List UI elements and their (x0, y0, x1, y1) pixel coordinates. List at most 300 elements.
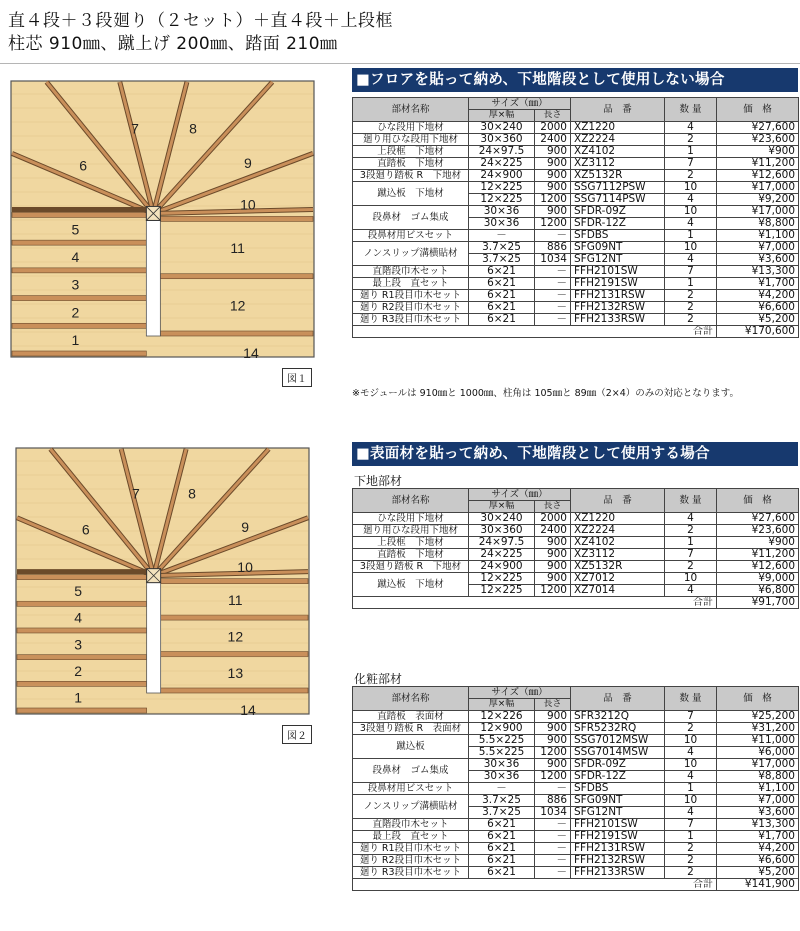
step-number: 2 (71, 304, 80, 321)
fig2-drawing (15, 447, 310, 715)
col-header-thick: 厚×幅 (469, 501, 535, 513)
part-qty: 1 (665, 146, 717, 158)
part-qty: 7 (665, 711, 717, 723)
table-row (353, 182, 799, 194)
figure-1-label: 図１ (282, 368, 312, 387)
tread-nosing (12, 351, 146, 356)
step-number: 8 (189, 120, 197, 137)
step-number: 1 (74, 689, 83, 706)
part-price: ¥13,300 (717, 819, 799, 831)
step-number: 4 (74, 609, 83, 626)
table-row (353, 158, 799, 170)
table-row (353, 278, 799, 290)
part-size: 6×21 (469, 819, 535, 831)
part-size: 24×900 (469, 170, 535, 182)
finish-parts-label: 化粧部材 (354, 672, 403, 686)
part-qty: 4 (665, 585, 717, 597)
part-price: ¥3,600 (717, 254, 799, 266)
tread-nosing (12, 268, 146, 273)
table-row (353, 230, 799, 242)
tread-nosing (161, 615, 308, 620)
table-row (353, 314, 799, 326)
part-code: FFH2132RSW (571, 302, 665, 314)
section-2-banner: ■表面材を貼って納め、下地階段として使用する場合 (352, 442, 798, 466)
part-name: 廻り R1段目巾木セット (353, 843, 469, 855)
part-length: － (535, 278, 571, 290)
part-code: SFDBS (571, 783, 665, 795)
part-name: ひな段用下地材 (353, 122, 469, 134)
step-number: 14 (240, 702, 256, 715)
part-price: ¥6,800 (717, 585, 799, 597)
part-length: 900 (535, 735, 571, 747)
table-row (353, 735, 799, 747)
part-qty: 4 (665, 254, 717, 266)
part-size: 12×225 (469, 585, 535, 597)
part-name: 3段廻り踏板 R 下地材 (353, 561, 469, 573)
col-header-length: 長さ (535, 501, 571, 513)
part-length: 900 (535, 759, 571, 771)
part-size: － (469, 783, 535, 795)
col-header-price: 価 格 (717, 98, 799, 122)
table-row (353, 783, 799, 795)
part-price: ¥9,000 (717, 573, 799, 585)
part-size: 12×225 (469, 182, 535, 194)
part-length: 2400 (535, 134, 571, 146)
part-price: ¥25,200 (717, 711, 799, 723)
part-code: XZ2224 (571, 134, 665, 146)
part-code: FFH2191SW (571, 278, 665, 290)
part-code: FFH2131RSW (571, 843, 665, 855)
part-price: ¥11,200 (717, 158, 799, 170)
part-name: 直踏板 表面材 (353, 711, 469, 723)
part-name: 蹴込板 下地材 (353, 573, 469, 597)
part-qty: 2 (665, 170, 717, 182)
part-price: ¥27,600 (717, 122, 799, 134)
step-number: 12 (227, 628, 244, 645)
col-header-size: サイズ（㎜） (469, 687, 571, 699)
part-size: 30×36 (469, 206, 535, 218)
part-length: － (535, 266, 571, 278)
base-parts-table (352, 488, 799, 609)
part-code: SFDR-09Z (571, 759, 665, 771)
table-row (353, 122, 799, 134)
part-code: XZ7012 (571, 573, 665, 585)
part-size: 6×21 (469, 266, 535, 278)
part-code: SFG09NT (571, 795, 665, 807)
total-value: ¥91,700 (717, 597, 799, 609)
tread-nosing (12, 323, 146, 328)
col-header-price: 価 格 (717, 687, 799, 711)
part-qty: 2 (665, 867, 717, 879)
part-length: － (535, 819, 571, 831)
table-row (353, 561, 799, 573)
table-row (353, 242, 799, 254)
col-header-size: サイズ（㎜） (469, 489, 571, 501)
step-number: 4 (71, 249, 80, 266)
col-header-size: サイズ（㎜） (469, 98, 571, 110)
part-size: 3.7×25 (469, 254, 535, 266)
part-price: ¥7,000 (717, 795, 799, 807)
step-number: 5 (74, 582, 83, 599)
tread-nosing (161, 688, 308, 693)
part-code: SFG09NT (571, 242, 665, 254)
part-size: 6×21 (469, 831, 535, 843)
part-size: 12×900 (469, 723, 535, 735)
part-size: 24×225 (469, 549, 535, 561)
col-header-name: 部材名称 (353, 489, 469, 513)
table-row (353, 549, 799, 561)
part-length: － (535, 783, 571, 795)
step-number: 3 (74, 636, 83, 653)
col-header-name: 部材名称 (353, 687, 469, 711)
part-code: FFH2101SW (571, 266, 665, 278)
section-1-banner: ■フロアを貼って納め、下地階段として使用しない場合 (352, 68, 798, 92)
part-length: 900 (535, 573, 571, 585)
part-size: 30×360 (469, 134, 535, 146)
part-size: － (469, 230, 535, 242)
tread-nosing (161, 579, 308, 584)
total-value: ¥141,900 (717, 879, 799, 891)
part-qty: 7 (665, 819, 717, 831)
part-name: 直階段巾木セット (353, 819, 469, 831)
part-code: FFH2131RSW (571, 290, 665, 302)
part-price: ¥12,600 (717, 170, 799, 182)
part-size: 12×226 (469, 711, 535, 723)
part-name: 3段廻り踏板 R 表面材 (353, 723, 469, 735)
table-row (353, 537, 799, 549)
part-length: 2000 (535, 513, 571, 525)
part-code: SFR5232RQ (571, 723, 665, 735)
part-code: FFH2132RSW (571, 855, 665, 867)
part-qty: 4 (665, 771, 717, 783)
part-code: SFDR-12Z (571, 218, 665, 230)
part-qty: 4 (665, 807, 717, 819)
part-size: 6×21 (469, 843, 535, 855)
part-code: XZ7014 (571, 585, 665, 597)
part-name: 廻り R2段目巾木セット (353, 855, 469, 867)
part-price: ¥900 (717, 146, 799, 158)
part-price: ¥5,200 (717, 314, 799, 326)
table-row (353, 573, 799, 585)
part-name: 蹴込板 (353, 735, 469, 759)
part-code: SFG12NT (571, 807, 665, 819)
tread-nosing (17, 575, 147, 580)
step-number: 11 (228, 591, 243, 608)
tread-nosing (12, 296, 146, 301)
table-row (353, 302, 799, 314)
part-price: ¥11,000 (717, 735, 799, 747)
tread-nosing (17, 628, 147, 633)
step-number: 11 (230, 240, 245, 257)
part-length: － (535, 290, 571, 302)
table-row (353, 759, 799, 771)
part-price: ¥17,000 (717, 759, 799, 771)
total-value: ¥170,600 (717, 326, 799, 338)
part-length: 1200 (535, 585, 571, 597)
step-number: 2 (74, 662, 83, 679)
part-qty: 2 (665, 314, 717, 326)
col-header-code: 品 番 (571, 98, 665, 122)
part-code: XZ2224 (571, 525, 665, 537)
part-price: ¥27,600 (717, 513, 799, 525)
part-name: 上段框 下地材 (353, 537, 469, 549)
part-price: ¥8,800 (717, 771, 799, 783)
part-qty: 1 (665, 537, 717, 549)
step-number: 12 (229, 297, 246, 314)
part-qty: 2 (665, 134, 717, 146)
part-length: － (535, 855, 571, 867)
part-code: SFDR-09Z (571, 206, 665, 218)
part-qty: 4 (665, 122, 717, 134)
part-qty: 2 (665, 290, 717, 302)
col-header-length: 長さ (535, 110, 571, 122)
col-header-thick: 厚×幅 (469, 110, 535, 122)
part-qty: 4 (665, 747, 717, 759)
part-qty: 4 (665, 218, 717, 230)
part-length: － (535, 302, 571, 314)
part-length: 2400 (535, 525, 571, 537)
part-length: 900 (535, 206, 571, 218)
part-size: 24×97.5 (469, 537, 535, 549)
part-length: 1200 (535, 218, 571, 230)
part-price: ¥6,000 (717, 747, 799, 759)
part-length: － (535, 314, 571, 326)
part-name: 廻り用ひな段用下地材 (353, 134, 469, 146)
tread-nosing (161, 652, 308, 657)
table-row (353, 525, 799, 537)
part-length: 900 (535, 711, 571, 723)
part-price: ¥900 (717, 537, 799, 549)
part-name: 廻り R2段目巾木セット (353, 302, 469, 314)
tread-nosing (17, 601, 147, 606)
tread-nosing (17, 681, 147, 686)
step-number: 9 (241, 518, 249, 535)
part-length: － (535, 867, 571, 879)
table-row (353, 723, 799, 735)
part-size: 6×21 (469, 314, 535, 326)
step-number: 8 (188, 485, 196, 502)
step-number: 10 (240, 196, 256, 213)
col-header-qty: 数 量 (665, 98, 717, 122)
finish-parts-table (352, 686, 799, 891)
part-qty: 2 (665, 302, 717, 314)
tread-nosing (12, 240, 146, 245)
part-price: ¥9,200 (717, 194, 799, 206)
stair-figure-2 (15, 447, 310, 715)
part-length: － (535, 843, 571, 855)
col-header-length: 長さ (535, 699, 571, 711)
step-number: 6 (79, 157, 88, 174)
table-row (353, 831, 799, 843)
part-length: 1034 (535, 254, 571, 266)
table-row (353, 290, 799, 302)
part-length: 900 (535, 170, 571, 182)
part-price: ¥31,200 (717, 723, 799, 735)
part-qty: 2 (665, 855, 717, 867)
part-qty: 10 (665, 182, 717, 194)
part-name: 廻り R1段目巾木セット (353, 290, 469, 302)
part-name: 段鼻材用ビスセット (353, 230, 469, 242)
part-length: 2000 (535, 122, 571, 134)
part-qty: 1 (665, 278, 717, 290)
tread-nosing (160, 331, 313, 336)
part-name: 廻り R3段目巾木セット (353, 867, 469, 879)
part-name: 直階段巾木セット (353, 266, 469, 278)
col-header-thick: 厚×幅 (469, 699, 535, 711)
part-code: XZ5132R (571, 561, 665, 573)
module-note: ※モジュールは 910㎜と 1000㎜、柱角は 105㎜と 89㎜（2×4）のみの対応となります。 (352, 388, 739, 399)
part-code: FFH2133RSW (571, 867, 665, 879)
col-header-qty: 数 量 (665, 687, 717, 711)
tread-nosing (160, 216, 313, 221)
part-name: 最上段 直セット (353, 278, 469, 290)
part-code: XZ4102 (571, 537, 665, 549)
stair-well (147, 583, 161, 693)
part-price: ¥1,100 (717, 230, 799, 242)
part-size: 30×240 (469, 122, 535, 134)
table-row (353, 867, 799, 879)
stair-well (146, 220, 160, 336)
table-row (353, 795, 799, 807)
total-label: 合計 (353, 879, 717, 891)
col-header-name: 部材名称 (353, 98, 469, 122)
tread-nosing (160, 274, 313, 279)
table-row (353, 134, 799, 146)
part-size: 3.7×25 (469, 242, 535, 254)
page-heading (8, 10, 393, 56)
part-size: 24×225 (469, 158, 535, 170)
total-label: 合計 (353, 326, 717, 338)
part-length: 1200 (535, 194, 571, 206)
part-length: 900 (535, 549, 571, 561)
part-length: － (535, 831, 571, 843)
table-row (353, 170, 799, 182)
heading-line-1: 直４段＋３段廻り（２セット）＋直４段＋上段框 (8, 11, 393, 31)
part-length: 900 (535, 158, 571, 170)
part-size: 30×360 (469, 525, 535, 537)
part-price: ¥12,600 (717, 561, 799, 573)
table-row (353, 206, 799, 218)
step-number: 5 (71, 221, 80, 238)
part-length: 900 (535, 561, 571, 573)
part-size: 30×36 (469, 771, 535, 783)
col-header-qty: 数 量 (665, 489, 717, 513)
part-size: 5.5×225 (469, 735, 535, 747)
part-name: 段鼻材用ビスセット (353, 783, 469, 795)
part-qty: 1 (665, 831, 717, 843)
part-price: ¥23,600 (717, 525, 799, 537)
part-length: 886 (535, 795, 571, 807)
table-row (353, 855, 799, 867)
part-code: SSG7114PSW (571, 194, 665, 206)
part-length: 1200 (535, 747, 571, 759)
table-row (353, 266, 799, 278)
part-qty: 7 (665, 549, 717, 561)
col-header-code: 品 番 (571, 489, 665, 513)
table-row (353, 819, 799, 831)
part-size: 3.7×25 (469, 795, 535, 807)
part-code: FFH2101SW (571, 819, 665, 831)
part-code: XZ1220 (571, 122, 665, 134)
part-qty: 1 (665, 783, 717, 795)
part-name: 直踏板 下地材 (353, 549, 469, 561)
part-price: ¥4,200 (717, 290, 799, 302)
step-number: 10 (237, 558, 253, 575)
part-code: SFR3212Q (571, 711, 665, 723)
stair-plan (16, 448, 309, 714)
part-price: ¥1,100 (717, 783, 799, 795)
part-price: ¥8,800 (717, 218, 799, 230)
part-price: ¥6,600 (717, 302, 799, 314)
part-qty: 10 (665, 735, 717, 747)
part-size: 24×900 (469, 561, 535, 573)
part-code: FFH2133RSW (571, 314, 665, 326)
part-price: ¥4,200 (717, 843, 799, 855)
part-code: SSG7012MSW (571, 735, 665, 747)
part-price: ¥17,000 (717, 206, 799, 218)
part-size: 5.5×225 (469, 747, 535, 759)
stair-figure-1 (10, 80, 315, 358)
part-price: ¥7,000 (717, 242, 799, 254)
part-size: 3.7×25 (469, 807, 535, 819)
part-code: SFG12NT (571, 254, 665, 266)
part-size: 30×36 (469, 218, 535, 230)
step-number: 7 (131, 120, 139, 137)
col-header-price: 価 格 (717, 489, 799, 513)
part-price: ¥1,700 (717, 831, 799, 843)
heading-divider (0, 63, 800, 64)
part-qty: 10 (665, 206, 717, 218)
part-name: 段鼻材 ゴム集成 (353, 206, 469, 230)
part-size: 6×21 (469, 867, 535, 879)
step-number: 7 (132, 485, 140, 502)
heading-line-2: 柱芯 910㎜、蹴上げ 200㎜、踏面 210㎜ (8, 34, 338, 54)
step-number: 14 (243, 345, 259, 358)
part-size: 6×21 (469, 855, 535, 867)
table-row (353, 843, 799, 855)
part-size: 30×240 (469, 513, 535, 525)
stair-plan (11, 81, 314, 357)
part-length: 886 (535, 242, 571, 254)
part-code: SFDR-12Z (571, 771, 665, 783)
table-row (353, 146, 799, 158)
part-code: SFDBS (571, 230, 665, 242)
base-parts-label: 下地部材 (354, 474, 403, 488)
part-length: 1200 (535, 771, 571, 783)
part-qty: 4 (665, 194, 717, 206)
part-name: 最上段 直セット (353, 831, 469, 843)
part-qty: 2 (665, 525, 717, 537)
step-number: 9 (244, 155, 252, 172)
part-length: 900 (535, 146, 571, 158)
part-price: ¥5,200 (717, 867, 799, 879)
part-name: ひな段用下地材 (353, 513, 469, 525)
table-row (353, 513, 799, 525)
step-number: 6 (81, 521, 90, 538)
part-size: 30×36 (469, 759, 535, 771)
part-qty: 4 (665, 513, 717, 525)
fig1-drawing (10, 80, 315, 358)
step-number: 13 (227, 664, 244, 681)
part-name: 廻り用ひな段用下地材 (353, 525, 469, 537)
figure-2-label: 図２ (282, 725, 312, 744)
part-name: 段鼻材 ゴム集成 (353, 759, 469, 783)
part-size: 12×225 (469, 573, 535, 585)
part-size: 6×21 (469, 278, 535, 290)
part-qty: 2 (665, 561, 717, 573)
part-price: ¥1,700 (717, 278, 799, 290)
part-length: － (535, 230, 571, 242)
